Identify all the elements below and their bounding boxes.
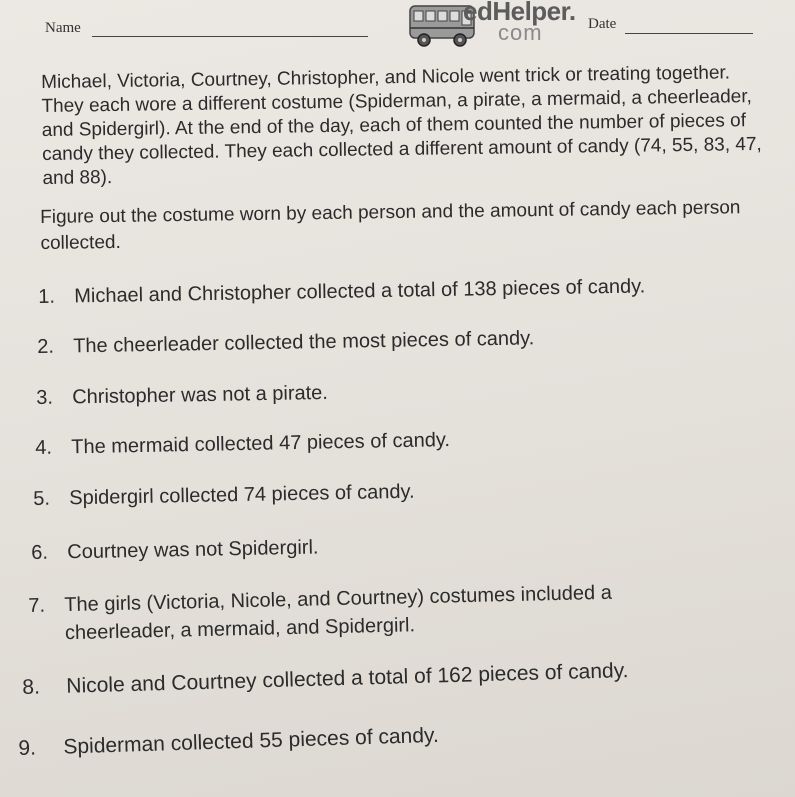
clue-item	[36, 379, 328, 412]
clue-number: 1.	[38, 285, 56, 308]
clue-text: Nicole and Courtney collected a total of 162 pieces of candy.	[66, 659, 629, 698]
clue-text: The mermaid collected 47 pieces of candy.	[71, 429, 451, 459]
clue-text: The cheerleader collected the most pieces of candy.	[73, 327, 535, 358]
clue-text: Michael and Christopher collected a total of 138 pieces of candy.	[74, 275, 646, 308]
clue-text: Christopher was not a pirate.	[72, 381, 329, 409]
clue-number: 3.	[36, 386, 54, 409]
clue-item	[28, 577, 705, 648]
clue-text: Courtney was not Spidergirl.	[67, 536, 319, 564]
clue-item	[22, 657, 629, 702]
name-label: Name	[45, 20, 81, 36]
clue-item	[38, 272, 645, 311]
clue-item	[31, 533, 319, 567]
task-paragraph: Figure out the costume worn by each person and the amount of candy each person collected.	[40, 197, 741, 254]
logo-subtext: com	[498, 20, 543, 45]
clue-text: Spidergirl collected 74 pieces of candy.	[69, 480, 415, 510]
clue-item	[37, 324, 534, 361]
clue-number: 5.	[33, 487, 51, 510]
clue-number: 2.	[37, 335, 55, 358]
clue-number: 6.	[31, 541, 49, 564]
clue-item	[18, 722, 439, 763]
clue-number: 9.	[18, 736, 37, 760]
intro-paragraph: Michael, Victoria, Courtney, Christopher, and Nicole went trick or treating together. They each wore a different costume (Spiderman, a pirate, a mermaid, a cheerleader, and Spidergirl). At the end of the day, each of them counted the number of pieces of candy they collected. They each collected a different amount of candy (74, 55, 83, 47, and 88).	[41, 62, 762, 189]
logo-wordmark: edHelper.	[463, 0, 576, 26]
date-label: Date	[588, 16, 617, 32]
date-line[interactable]	[625, 33, 753, 34]
clue-text: The girls (Victoria, Nicole, and Courtney) costumes included a cheerleader, a mermaid, and Spidergirl.	[64, 581, 613, 645]
name-line[interactable]	[92, 36, 368, 37]
clue-number: 8.	[22, 675, 41, 699]
clue-number: 4.	[35, 436, 53, 459]
clue-text: Spiderman collected 55 pieces of candy.	[63, 723, 440, 759]
clue-number: 7.	[28, 594, 46, 617]
clue-item	[35, 426, 450, 462]
clue-item	[33, 478, 415, 513]
